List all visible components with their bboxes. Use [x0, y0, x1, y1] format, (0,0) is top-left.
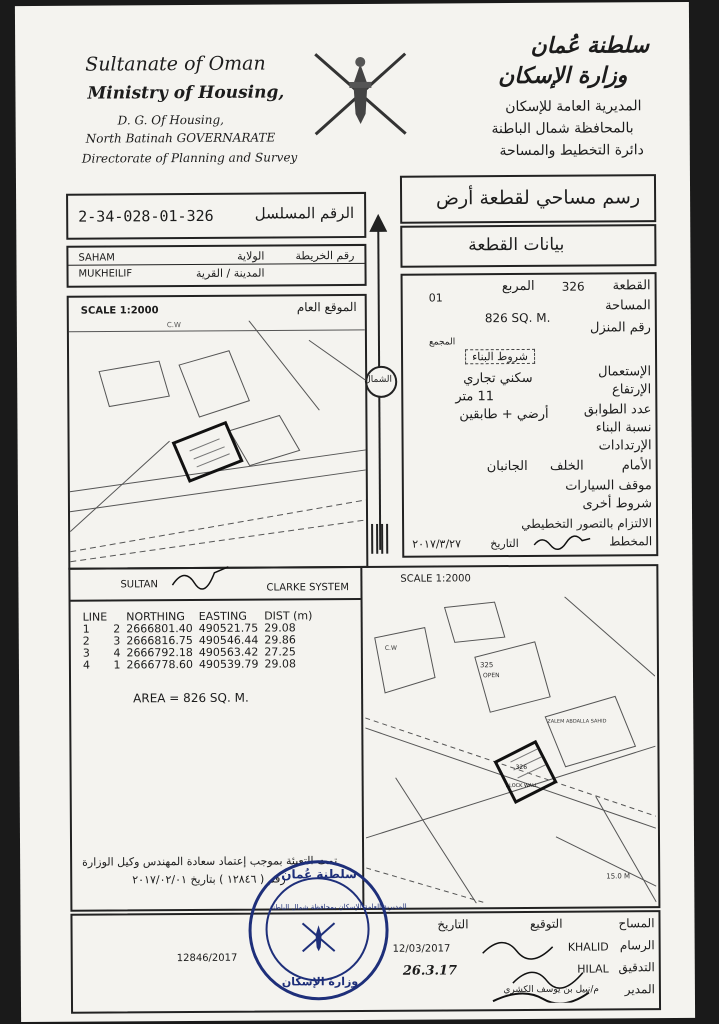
cell: 2666816.75: [126, 633, 193, 648]
cell: 29.86: [264, 633, 296, 647]
cell: 29.08: [264, 657, 297, 671]
plot-data-box: [401, 272, 659, 558]
wilayat-value: SAHAM: [78, 252, 115, 264]
date-label: التاريخ: [490, 537, 519, 551]
stamp-ring-text: المديرية العامة للإسكان بمحافظة شمال الباطنة: [269, 902, 407, 912]
house-no-label: رقم المنزل: [589, 320, 651, 336]
general-site-label: الموقع العام: [296, 299, 357, 315]
detail-plan-drawing: [365, 596, 657, 904]
map-label-size: 15.0 M: [606, 872, 631, 881]
location-box: [66, 244, 366, 288]
header-ar-line4: بالمحافظة شمال الباطنة: [491, 120, 634, 138]
map-label-open: OPEN: [482, 672, 500, 680]
header-ar-line5: دائرة التخطيط والمساحة: [499, 142, 644, 160]
system-label: CLARKE SYSTEM: [266, 582, 349, 594]
drafter-label: الرسام: [619, 938, 655, 953]
sultan-label: SULTAN: [120, 579, 158, 591]
sultan-signature: [170, 563, 230, 593]
sides-label: الجانبان: [486, 458, 528, 475]
footer-date: 12/03/2017: [392, 943, 451, 955]
cell: 2666801.40: [126, 621, 193, 636]
plot-value: 326: [561, 279, 585, 294]
cell: 1: [82, 622, 90, 636]
oman-emblem-icon: [305, 44, 416, 145]
front-label: الأمام: [621, 458, 652, 474]
planner-signature: [532, 533, 592, 551]
cell: 3: [82, 646, 90, 660]
header-en-line4: North Batinah GOVERNARATE: [85, 130, 276, 146]
cell: 27.25: [264, 645, 296, 659]
other-label: شروط أخرى: [582, 496, 653, 512]
north-arrow-base-icon: [369, 524, 391, 554]
footer-ref: 12846/2017: [176, 952, 238, 965]
block-value: 01: [428, 291, 443, 305]
village-label: المدينة / القرية: [195, 266, 265, 280]
cell: 4: [113, 646, 121, 660]
cell: 490546.44: [198, 633, 259, 647]
stamp-inner-text: وزارة الإسكان: [281, 974, 359, 989]
height-label: الإرتفاع: [611, 382, 652, 398]
cell: 490563.42: [198, 645, 259, 659]
detail-scale: SCALE 1:2000: [400, 573, 471, 585]
checker-label: التدقيق: [618, 960, 655, 975]
north-label: الشمال: [364, 374, 392, 385]
cell: 1: [113, 658, 121, 672]
building-conditions: شروط البناء: [465, 349, 535, 364]
north-circle: [365, 366, 397, 398]
drafter-name: KHALID: [567, 940, 609, 954]
cell: 3: [113, 634, 121, 648]
height-value: 11 متر: [455, 389, 495, 405]
date-label-footer: التاريخ: [437, 917, 469, 932]
header-ar-line1: سلطنة عُمان: [530, 32, 650, 59]
header-en-line2: Ministry of Housing,: [87, 82, 285, 104]
village-value: MUKHEILIF: [78, 268, 133, 280]
plot-data-title: بيانات القطعة: [468, 234, 565, 256]
approval-line2: رقم ( ١٢٨٤٦ ) بتاريخ ٢٠١٧/٠٢/٠١: [132, 872, 286, 887]
stamp-emblem-icon: [298, 919, 338, 955]
cell: 2: [82, 634, 90, 648]
sketch-title-box: [400, 174, 656, 224]
map-label-block: BLOCK WALL: [505, 782, 538, 790]
header-ar-line3: المديرية العامة للإسكان: [505, 98, 642, 116]
header-en-line1: Sultanate of Oman: [85, 52, 266, 76]
cell: 2: [113, 622, 121, 636]
serial-label: الرقم المسلسل: [254, 203, 355, 223]
cell: 490521.75: [198, 621, 259, 635]
detail-plot-outline: [495, 742, 555, 802]
header-ar-line2: وزارة الإسكان: [497, 62, 628, 90]
map-label-325: 325: [479, 661, 494, 670]
block-label: المربع: [501, 278, 535, 295]
director-label: المدير: [624, 982, 655, 997]
complex-label: المجمع: [428, 337, 456, 348]
col-header: EASTING: [198, 609, 247, 623]
map-no-label: رقم الخريطة: [295, 248, 355, 263]
checker-name: HILAL: [577, 962, 609, 976]
floors-value: أرضي + طابقين: [459, 406, 549, 423]
survey-sheet: [15, 2, 695, 1022]
map-label-cw: C.W: [384, 644, 397, 652]
cell: 2666792.18: [126, 645, 193, 660]
parking-label: موقف السيارات: [565, 478, 652, 494]
site-plan-drawing: [69, 320, 366, 568]
serial-value: 2-34-028-01-326: [78, 206, 214, 226]
cell: 2666778.60: [126, 657, 194, 672]
site-cw-label: C.W: [166, 321, 181, 330]
ratio-label: نسبة البناء: [595, 420, 652, 436]
area-value: 826 SQ. M.: [484, 310, 551, 326]
general-site-map: [67, 294, 369, 570]
back-label: الخلف: [549, 458, 584, 474]
date-value: ٢٠١٧/٣/٢٧: [412, 537, 462, 551]
coordinates-table: [83, 610, 319, 671]
setbacks-label: الإرتدادات: [598, 438, 652, 454]
use-label: الإستعمال: [598, 364, 652, 380]
coordinates-panel: [68, 564, 660, 912]
other-value: الالتزام بالتصور التخطيطي: [521, 516, 653, 531]
area-total: AREA = 826 SQ. M.: [133, 690, 249, 706]
plot-data-title-box: [400, 224, 656, 268]
north-arrow-head-icon: [369, 214, 387, 234]
use-value: سكني تجاري: [463, 370, 533, 387]
cell: 29.08: [264, 621, 296, 635]
general-site-scale: SCALE 1:2000: [80, 305, 159, 317]
stamp-outer-text: سلطنة عُمان: [281, 866, 357, 882]
cell: 4: [82, 658, 90, 672]
map-label-owner: ZALEM ABDALLA SAHID: [547, 718, 607, 725]
surveyor-label: المساح: [618, 916, 655, 931]
footer-signatures: [473, 933, 593, 1004]
planner-label: المخطط: [609, 534, 653, 549]
checker-date: 26.3.17: [402, 963, 458, 979]
col-header: LINE: [82, 610, 108, 624]
floors-label: عدد الطوابق: [583, 402, 652, 418]
cell: 490539.79: [198, 657, 259, 671]
official-stamp: [248, 860, 407, 1001]
plot-label: القطعة: [612, 278, 651, 294]
col-header: DIST (m): [264, 609, 313, 623]
sketch-title: رسم مساحي لقطعة أرض: [435, 186, 641, 210]
director-name: م/نبيل بن يوسف الكشري: [503, 984, 599, 996]
approval-line1: تمت التعبئة بموجب إعتماد سعادة المهندس وكيل الوزارة: [82, 854, 338, 869]
wilayat-label: الولاية: [237, 249, 265, 263]
sign-label: التوقيع: [529, 916, 563, 931]
serial-box: [66, 192, 366, 240]
area-label: المساحة: [605, 298, 651, 314]
col-header: NORTHING: [126, 610, 185, 624]
map-label-326: 326: [515, 763, 528, 772]
table-row: [83, 658, 319, 671]
header-en-line3: D. G. Of Housing,: [117, 112, 224, 128]
header-en-line5: Directorate of Planning and Survey: [81, 150, 298, 166]
